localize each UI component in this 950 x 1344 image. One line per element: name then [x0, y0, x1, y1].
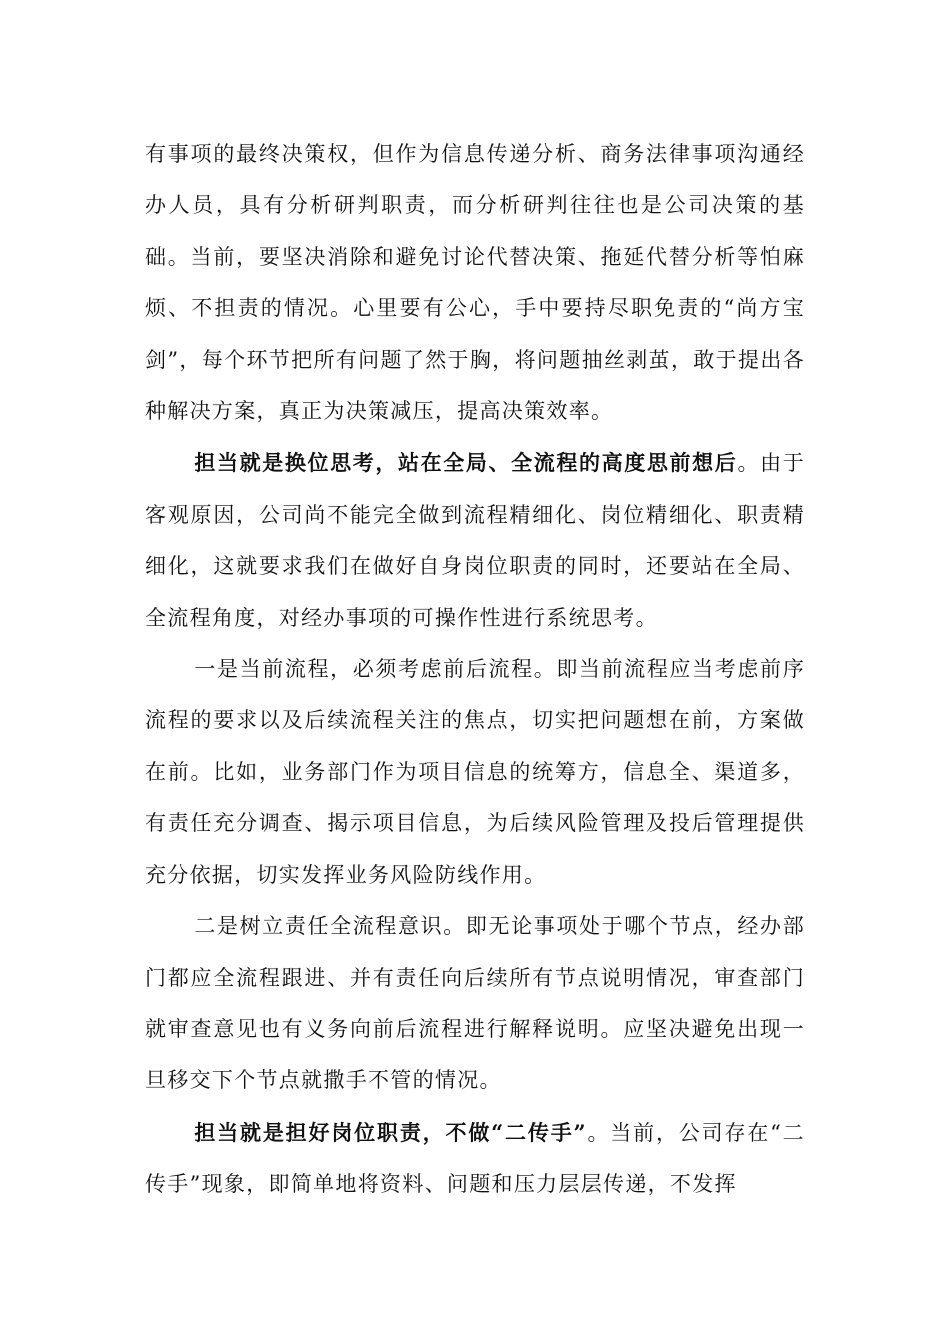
paragraph-text: 二是树立责任全流程意识。即无论事项处于哪个节点，经办部门都应全流程跟进、并有责任向后续所有节点说明情况，审查部门就审查意见也有义务向前后流程进行解释说明。应坚决避免出现一旦移交下个节点就撒手不管的情况。 [145, 914, 805, 1093]
paragraph-heading-perspective [145, 437, 805, 644]
paragraph-point-one [145, 644, 805, 901]
paragraph-text: 。由于客观原因，公司尚不能完全做到流程精细化、岗位精细化、职责精细化，这就要求我们在做好自身岗位职责的同时，还要站在全局、全流程角度，对经办事项的可操作性进行系统思考。 [145, 451, 805, 630]
paragraph-lead-bold: 担当就是换位思考，站在全局、全流程的高度思前想后 [194, 450, 738, 476]
paragraph-heading-duty [145, 1107, 805, 1211]
document-page [145, 129, 805, 1211]
paragraph-lead-bold: 担当就是担好岗位职责，不做“二传手” [194, 1119, 587, 1145]
paragraph-continued [145, 129, 805, 437]
paragraph-text: 有事项的最终决策权，但作为信息传递分析、商务法律事项沟通经办人员，具有分析研判职责，而分析研判往往也是公司决策的基础。当前，要坚决消除和避免讨论代替决策、拖延代替分析等怕麻烦、不担责的情况。心里要有公心，手中要持尽职免责的“尚方宝剑”，每个环节把所有问题了然于胸，将问题抽丝剥茧，敢于提出各种解决方案，真正为决策减压，提高决策效率。 [145, 142, 805, 424]
paragraph-point-two [145, 901, 805, 1107]
paragraph-text: 一是当前流程，必须考虑前后流程。即当前流程应当考虑前序流程的要求以及后续流程关注的焦点，切实把问题想在前，方案做在前。比如，业务部门作为项目信息的统筹方，信息全、渠道多，有责任充分调查、揭示项目信息，为后续风险管理及投后管理提供充分依据，切实发挥业务风险防线作用。 [145, 657, 805, 887]
paragraph-text: 。当前，公司存在“二传手”现象，即简单地将资料、问题和压力层层传递，不发挥 [145, 1120, 805, 1197]
